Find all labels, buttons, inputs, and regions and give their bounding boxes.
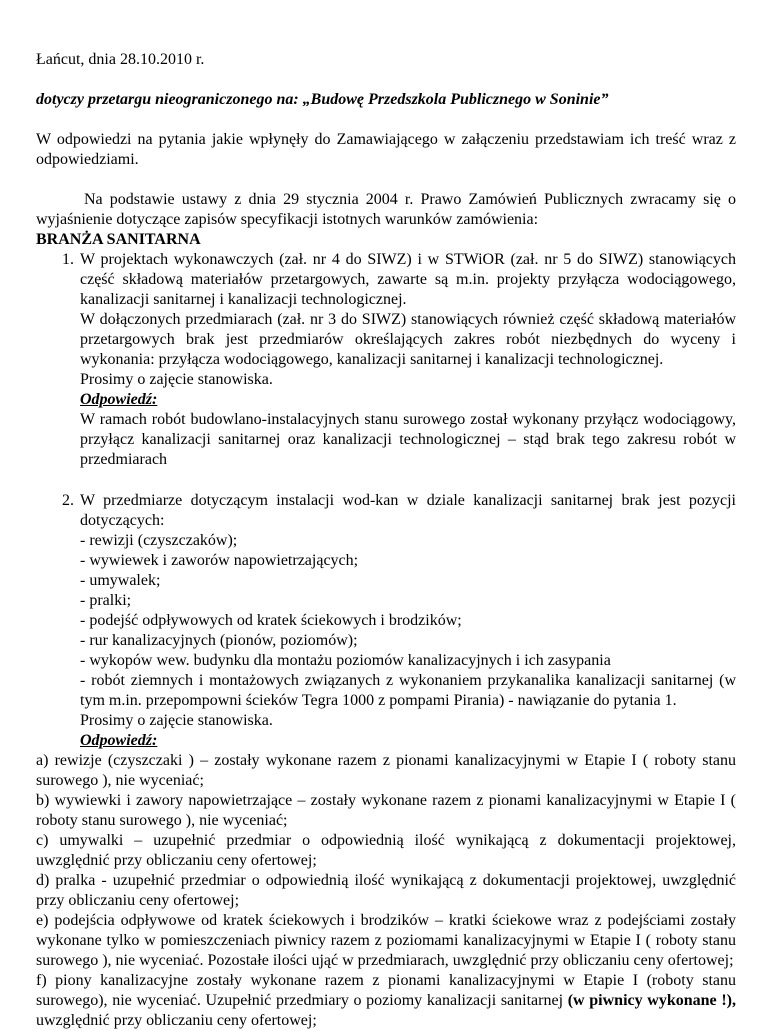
question-1-text: W projektach wykonawczych (zał. nr 4 do SIWZ) i w STWiOR (zał. nr 5 do SIWZ) stanowiących część składową materiałów przetargowych, zawarte są m.in. projekty przyłącza wodociągowego, kanalizacji sanitarnej i kanalizacji technologicznej. [80,251,736,308]
question-number: 2. [62,492,74,509]
answer-item-a: a) rewizje (czyszczaki ) – zostały wykonane razem z pionami kanalizacyjnymi w Etapie I ( roboty stanu surowego ), nie wyceniać; [36,752,736,789]
answer-label: Odpowiedź: [80,391,158,408]
list-item: - rewizji (czyszczaków); [80,532,238,549]
answer-item-f-start: f) piony kanalizacyjne zostały wykonane razem z pionami kanalizacyjnymi w Etapie I (roboty stanu surowego), nie wyceniać. Uzupełnić przedmiary o poziomy kanalizacji sanitarnej [36,972,736,1009]
answer-item-c: c) umywalki – uzupełnić przedmiar o odpowiednią ilość wynikającą z dokumentacji projektowej, uwzględnić przy obliczaniu ceny ofertowej; [36,832,736,869]
answer-item-e: e) podejścia odpływowe od kratek ściekowych i brodzików – kratki ściekowe wraz z podejściami zostały wykonane tylko w pomieszczeniach piwnicy razem z poziomami kanalizacyjnymi w Etapie I ( roboty stanu surowego ), nie wyceniać. Pozostałe ilości ująć w przedmiarach, uwzględnić przy obliczaniu ceny ofertowej; [36,912,736,969]
answer-item-f [36,971,736,1031]
list-item: - wywiewek i zaworów napowietrzających; [80,552,359,569]
place-date: Łańcut, dnia 28.10.2010 r. [36,51,205,68]
document-page [36,50,736,1031]
section-title: BRANŻA SANITARNA [36,231,201,248]
list-item: - pralki; [80,592,132,609]
answer-item-f-emphasis: (w piwnicy wykonane !), [567,992,737,1009]
list-item: - podejść odpływowych od kratek ściekowych i brodzików; [80,612,462,629]
question-1 [36,250,736,470]
question-2 [36,491,736,751]
subject-line: dotyczy przetargu nieograniczonego na: „Budowę Przedszkola Publicznego w Soninie” [36,91,609,108]
list-item: - robót ziemnych i montażowych związanych z wykonaniem przykanalika kanalizacji sanitarnej (w tym m.in. przepompowni ścieków Tegra 1000 z pompami Pirania) - nawiązanie do pytania 1. [80,672,736,709]
question-1-request: Prosimy o zajęcie stanowiska. [80,371,273,388]
intro-paragraph: W odpowiedzi na pytania jakie wpłynęły do Zamawiającego w załączeniu przedstawiam ich treść wraz z odpowiedziami. [36,131,736,168]
list-item: - wykopów wew. budynku dla montażu poziomów kanalizacyjnych i ich zasypania [80,652,611,669]
answer-item-b: b) wywiewki i zawory napowietrzające – zostały wykonane razem z pionami kanalizacyjnymi w Etapie I ( roboty stanu surowego ), nie wyceniać; [36,792,736,829]
answer-label: Odpowiedź: [80,732,158,749]
list-item: - umywalek; [80,572,161,589]
question-2-request: Prosimy o zajęcie stanowiska. [80,712,273,729]
list-item: - rur kanalizacyjnych (pionów, poziomów); [80,632,358,649]
basis-paragraph: Na podstawie ustawy z dnia 29 stycznia 2004 r. Prawo Zamówień Publicznych zwracamy się o wyjaśnienie dotyczące zapisów specyfikacji istotnych warunków zamówienia: [36,191,736,228]
question-1-answer: W ramach robót budowlano-instalacyjnych stanu surowego został wykonany przyłącz wodociągowy, przyłącz kanalizacji sanitarnej oraz kanalizacji technologicznej – stąd brak tego zakresu robót w przedmiarach [80,411,736,468]
answer-item-f-end: uwzględnić przy obliczaniu ceny ofertowej; [36,1012,317,1029]
question-1-text-2: W dołączonych przedmiarach (zał. nr 3 do SIWZ) stanowiących również część składową materiałów przetargowych brak jest przedmiarów określających zakres robót niezbędnych do wyceny i wykonania: przyłącza wodociągowego, kanalizacji sanitarnej i kanalizacji technologicznej. [80,311,736,368]
question-2-text: W przedmiarze dotyczącym instalacji wod-kan w dziale kanalizacji sanitarnej brak jest pozycji dotyczących: [80,492,736,529]
answer-item-d: d) pralka - uzupełnić przedmiar o odpowiednią ilość wynikającą z dokumentacji projektowej, uwzględnić przy obliczaniu ceny ofertowej; [36,872,736,909]
question-number: 1. [62,251,74,268]
